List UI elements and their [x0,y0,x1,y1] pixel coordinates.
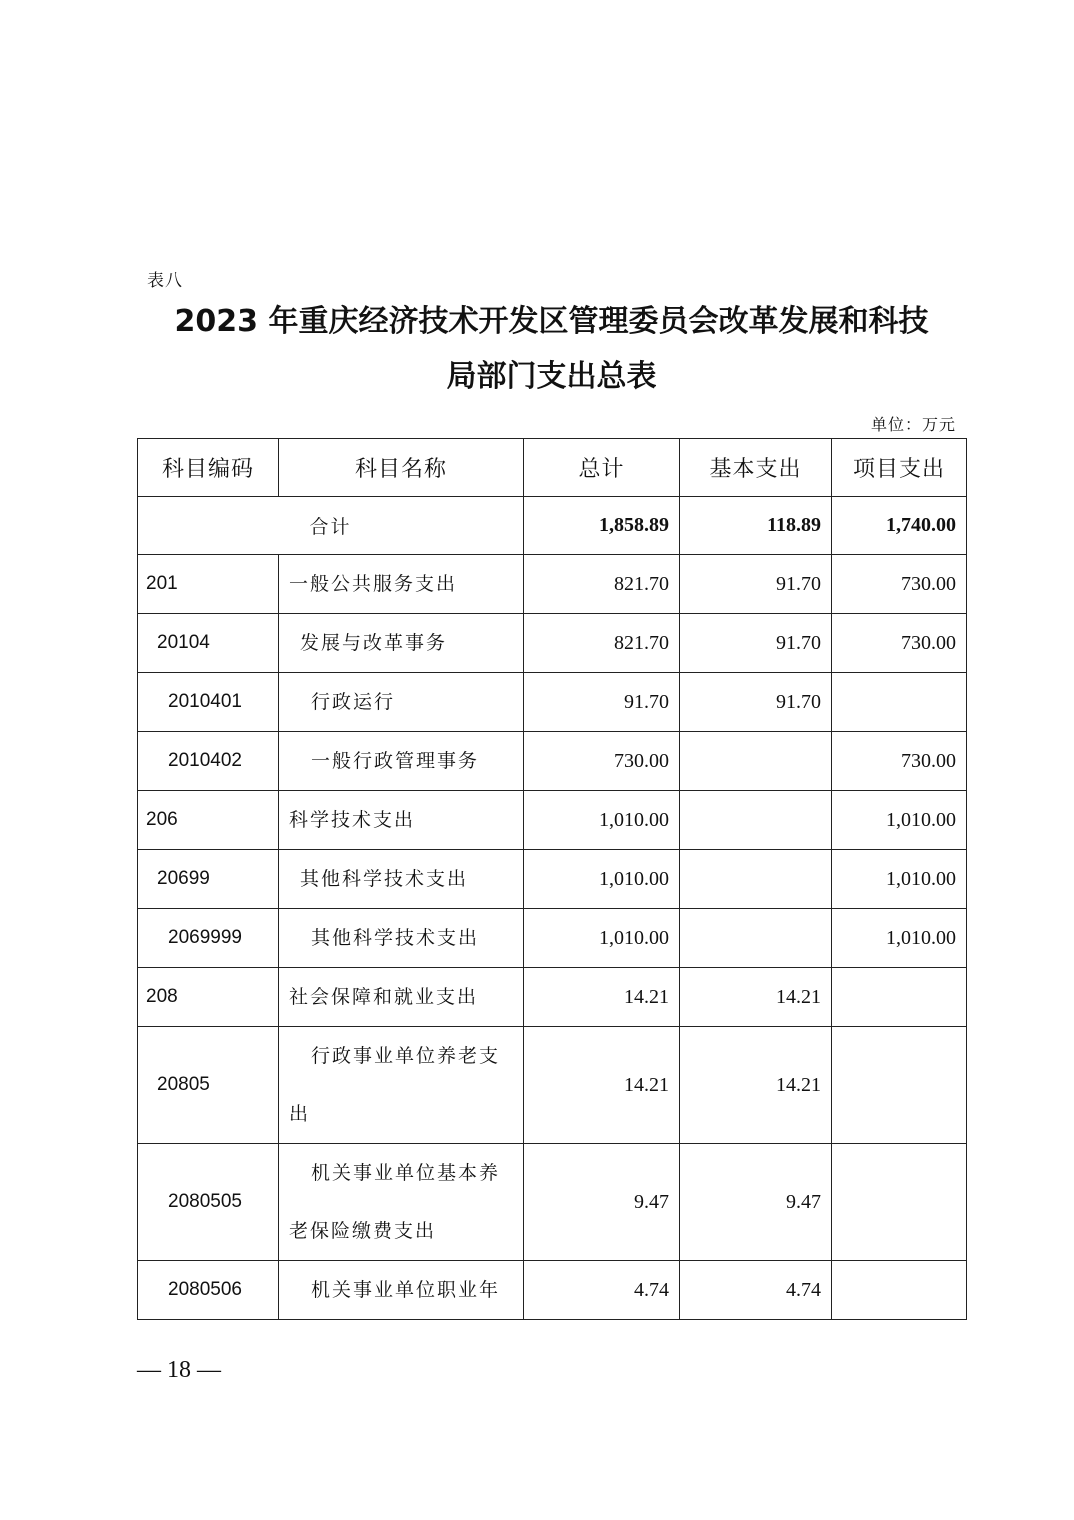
row-total: 821.70 [524,614,680,673]
table-row [138,850,967,909]
row-project [832,673,967,732]
row-basic [680,909,832,968]
row-name: 一般行政管理事务 [279,732,524,791]
row-basic: 91.70 [680,673,832,732]
row-total: 91.70 [524,673,680,732]
row-total: 1,010.00 [524,909,680,968]
header-basic: 基本支出 [680,439,832,497]
row-name: 其他科学技术支出 [279,909,524,968]
table-row [138,732,967,791]
row-project: 1,010.00 [832,850,967,909]
row-basic [680,850,832,909]
header-project: 项目支出 [832,439,967,497]
total-basic: 118.89 [680,497,832,555]
row-basic: 14.21 [680,968,832,1027]
row-project: 1,010.00 [832,909,967,968]
row-total: 1,010.00 [524,850,680,909]
row-name: 一般公共服务支出 [279,555,524,614]
row-project [832,1027,967,1144]
row-project: 730.00 [832,732,967,791]
header-code: 科目编码 [138,439,279,497]
row-basic [680,791,832,850]
row-basic: 91.70 [680,555,832,614]
row-name: 其他科学技术支出 [279,850,524,909]
page-title-line-2: 局部门支出总表 [446,359,657,394]
row-name: 科学技术支出 [279,791,524,850]
row-basic: 4.74 [680,1261,832,1320]
table-label: 表八 [147,271,183,291]
row-name: 机关事业单位职业年 [279,1261,524,1320]
row-basic: 91.70 [680,614,832,673]
page-number: — 18 — [137,1357,221,1383]
table-row [138,1027,967,1144]
row-name: 行政事业单位养老支出 [279,1027,524,1144]
row-total: 730.00 [524,732,680,791]
table-row [138,968,967,1027]
row-project [832,968,967,1027]
row-code: 206 [138,791,279,850]
table-row [138,673,967,732]
header-name: 科目名称 [279,439,524,497]
header-total: 总计 [524,439,680,497]
row-project: 1,010.00 [832,791,967,850]
row-total: 14.21 [524,1027,680,1144]
total-total: 1,858.89 [524,497,680,555]
row-basic [680,732,832,791]
total-label: 合计 [138,497,524,555]
table-row [138,614,967,673]
row-code: 2010401 [138,673,279,732]
row-code: 201 [138,555,279,614]
row-basic: 14.21 [680,1027,832,1144]
row-code: 2010402 [138,732,279,791]
row-total: 821.70 [524,555,680,614]
page-title-line-1: 2023 年重庆经济技术开发区管理委员会改革发展和科技 [174,304,929,339]
row-total: 4.74 [524,1261,680,1320]
row-code: 20104 [138,614,279,673]
row-name: 机关事业单位基本养老保险缴费支出 [279,1144,524,1261]
row-project: 730.00 [832,555,967,614]
row-project: 730.00 [832,614,967,673]
row-total: 14.21 [524,968,680,1027]
row-code: 20805 [138,1027,279,1144]
unit-label: 单位：万元 [870,415,956,434]
row-code: 20699 [138,850,279,909]
row-project [832,1261,967,1320]
row-basic: 9.47 [680,1144,832,1261]
row-code: 208 [138,968,279,1027]
row-code: 2080505 [138,1144,279,1261]
table-row [138,791,967,850]
row-name: 行政运行 [279,673,524,732]
table-row [138,1261,967,1320]
table-row [138,555,967,614]
row-total: 9.47 [524,1144,680,1261]
row-code: 2069999 [138,909,279,968]
row-total: 1,010.00 [524,791,680,850]
total-project: 1,740.00 [832,497,967,555]
row-code: 2080506 [138,1261,279,1320]
row-name: 社会保障和就业支出 [279,968,524,1027]
table-row [138,909,967,968]
row-project [832,1144,967,1261]
total-row [138,497,967,555]
table-header-row [138,439,967,497]
expense-table [137,438,967,1320]
table-row [138,1144,967,1261]
row-name: 发展与改革事务 [279,614,524,673]
